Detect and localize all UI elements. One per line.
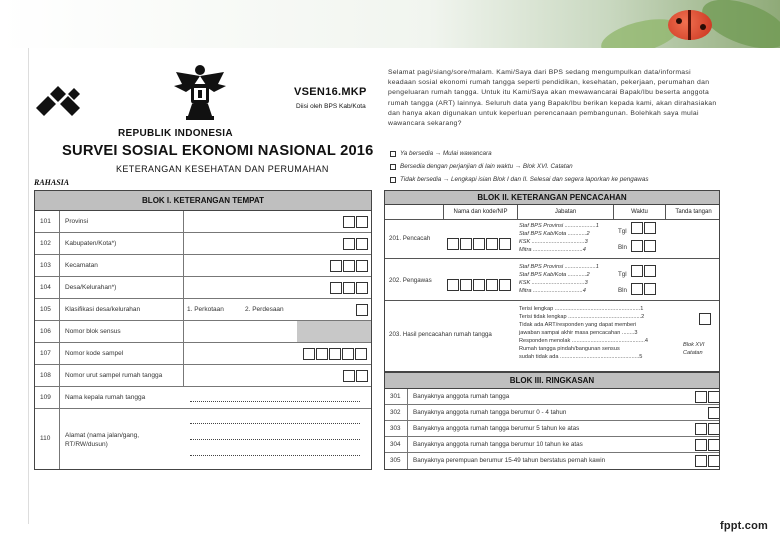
row-label: Klasifikasi desa/kelurahan (65, 306, 141, 313)
table-row (35, 321, 371, 343)
row-number: 304 (390, 441, 401, 448)
row-number: 303 (390, 425, 401, 432)
code-boxes[interactable] (343, 370, 369, 382)
row-label: 201. Pencacah (389, 235, 431, 242)
row-label: Provinsi (65, 218, 89, 225)
table-row (35, 255, 371, 277)
column-header: Jabatan (517, 205, 613, 219)
month-label: Bln (618, 287, 627, 294)
option-label: Ya bersedia → Mulai wawancara (400, 150, 492, 157)
table-row (385, 389, 719, 405)
code-boxes[interactable] (447, 238, 512, 250)
checkbox[interactable] (390, 151, 396, 157)
row-number: 106 (40, 328, 51, 335)
row-label: Alamat (nama jalan/gang, RT/RW/dusun) (65, 432, 140, 448)
bps-logo (34, 86, 88, 120)
watermark-footer: fppt.com (719, 520, 768, 532)
row-number: 301 (390, 393, 401, 400)
date-boxes[interactable] (631, 265, 657, 277)
row-number: 101 (40, 218, 51, 225)
intro-paragraph: Selamat pagi/siang/sore/malam. Kami/Saya dari BPS sedang mengumpulkan data/informasi keadaan sosial ekonomi rumah tangga seperti pendidikan, kesehatan, pekerjaan, perumahan dan pengeluaran rumah tangga. Untuk itu Kami/Saya akan mewawancarai Bapak/Ibu beserta anggota rumah tangga (ART) lainnya. Seluruh data yang Bapak/Ibu berikan kepada kami, akan dirahasiakan dan hanya akan digunakan untuk keperluan perencanaan pembangunan. Bolehkah saya mulai wawancara sekarang? (388, 69, 717, 128)
questionnaire-code-sub: Diisi oleh BPS Kab/Kota (296, 103, 366, 110)
row-number: 107 (40, 350, 51, 357)
row-number: 109 (40, 394, 51, 401)
table-row (385, 421, 719, 437)
code-boxes[interactable] (343, 216, 369, 228)
table-row (35, 343, 371, 365)
position-list: Staf BPS Provinsi ....................1 Staf BPS Kab/Kota ............2 KSK ..................................3 Mitra ................................4 (519, 223, 599, 253)
enumerator-row (385, 220, 719, 259)
blok-1-title: BLOK I. KETERANGAN TEMPAT (35, 191, 371, 211)
row-label: Banyaknya perempuan berumur 15-49 tahun berstatus pernah kawin (413, 457, 606, 464)
code-boxes[interactable] (330, 260, 369, 272)
count-boxes[interactable] (695, 391, 720, 403)
fill-line[interactable] (190, 439, 360, 440)
option-refuse[interactable] (390, 176, 648, 183)
column-header: Waktu (613, 205, 665, 219)
option-label: Bersedia dengan perjanjian di lain waktu → Blok XVI. Catatan (400, 163, 573, 170)
row-number: 302 (390, 409, 401, 416)
table-row (35, 387, 371, 409)
table-row (35, 233, 371, 255)
month-boxes[interactable] (631, 240, 657, 252)
code-boxes[interactable] (303, 348, 368, 360)
option-later[interactable] (390, 163, 573, 170)
blok-1-table (34, 190, 372, 470)
count-boxes[interactable] (708, 407, 720, 419)
column-header: Tanda tangan (665, 205, 720, 219)
catatan-link: Blok XVI Catatan (683, 342, 705, 356)
survey-subtitle: KETERANGAN KESEHATAN DAN PERUMAHAN (116, 164, 329, 174)
result-box[interactable] (699, 313, 712, 325)
table-row (35, 365, 371, 387)
questionnaire-code: VSEN16.MKP (294, 86, 367, 98)
checkbox[interactable] (390, 177, 396, 183)
row-label: Banyaknya anggota rumah tangga berumur 10 tahun ke atas (413, 441, 583, 448)
count-boxes[interactable] (695, 439, 720, 451)
table-row (35, 211, 371, 233)
row-number: 105 (40, 306, 51, 313)
position-list: Staf BPS Provinsi ....................1 Staf BPS Kab/Kota ............2 KSK ..................................3 Mitra ................................4 (519, 264, 599, 294)
row-label: Banyaknya anggota rumah tangga berumur 5 tahun ke atas (413, 425, 580, 432)
row-label: Nama kepala rumah tangga (65, 394, 146, 401)
row-number: 110 (40, 435, 51, 442)
table-row (385, 405, 719, 421)
code-boxes[interactable] (343, 238, 369, 250)
fill-line[interactable] (190, 401, 360, 402)
row-label: Banyaknya anggota rumah tangga (413, 393, 510, 400)
option-agree[interactable] (390, 150, 492, 157)
code-boxes[interactable] (447, 279, 512, 291)
date-label: Tgl (618, 271, 627, 278)
table-row (35, 277, 371, 299)
code-boxes[interactable] (330, 282, 369, 294)
row-label: Nomor urut sampel rumah tangga (65, 372, 163, 379)
blok-2-title: BLOK II. KETERANGAN PENCACAHAN (385, 191, 719, 205)
column-header: Nama dan kode/NIP (443, 205, 517, 219)
option-label: Tidak bersedia → Lengkapi isian Blok I dan II. Selesai dan segera laporkan ke pengawas (400, 176, 649, 183)
count-boxes[interactable] (695, 423, 720, 435)
blok-2-table (384, 190, 720, 372)
option-rural: 2. Perdesaan (245, 306, 284, 313)
count-boxes[interactable] (695, 455, 720, 467)
row-label: Kecamatan (65, 262, 98, 269)
row-label: 202. Pengawas (389, 277, 432, 284)
date-boxes[interactable] (631, 222, 657, 234)
table-row (35, 409, 371, 469)
blok-3-title: BLOK III. RINGKASAN (385, 373, 719, 389)
row-number: 104 (40, 284, 51, 291)
month-boxes[interactable] (631, 283, 657, 295)
shaded-cell (297, 321, 371, 342)
checkbox[interactable] (390, 164, 396, 170)
option-urban: 1. Perkotaan (187, 306, 224, 313)
table-row (385, 437, 719, 453)
republic-label: REPUBLIK INDONESIA (118, 128, 233, 139)
result-row (385, 301, 719, 371)
row-label: 203. Hasil pencacahan rumah tangga (389, 331, 492, 338)
ladybug-spot (700, 24, 706, 30)
table-row (35, 299, 371, 321)
row-number: 102 (40, 240, 51, 247)
code-boxes[interactable] (356, 304, 369, 316)
top-banner (0, 0, 780, 48)
row-number: 305 (390, 457, 401, 464)
row-number: 108 (40, 372, 51, 379)
row-number: 103 (40, 262, 51, 269)
result-options: Terisi lengkap .......................................................1 Terisi tidak lengkap ...............................................2 Tidak ada ART/responden yang dapat memberi jawaban sampai akhir masa pencacahan ........3 Responden menolak ...............................................4 Rumah tangga pindah/bangunan sensus sudah tidak ada ...................................................5 (519, 306, 649, 360)
row-label: Kabupaten/Kota*) (65, 240, 117, 247)
blok-3-table (384, 372, 720, 470)
date-label: Tgl (618, 228, 627, 235)
table-row (385, 453, 719, 469)
fill-line[interactable] (190, 423, 360, 424)
row-label: Banyaknya anggota rumah tangga berumur 0 - 4 tahun (413, 409, 567, 416)
confidential-label: RAHASIA (34, 178, 70, 187)
fill-line[interactable] (190, 455, 360, 456)
supervisor-row (385, 259, 719, 301)
row-label: Nomor kode sampel (65, 350, 124, 357)
row-label: Nomor blok sensus (65, 328, 121, 335)
ladybug-spot (676, 18, 682, 24)
row-label: Desa/Kelurahan*) (65, 284, 117, 291)
survey-title: SURVEI SOSIAL EKONOMI NASIONAL 2016 (62, 142, 374, 159)
garuda-emblem (172, 62, 228, 122)
month-label: Bln (618, 244, 627, 251)
